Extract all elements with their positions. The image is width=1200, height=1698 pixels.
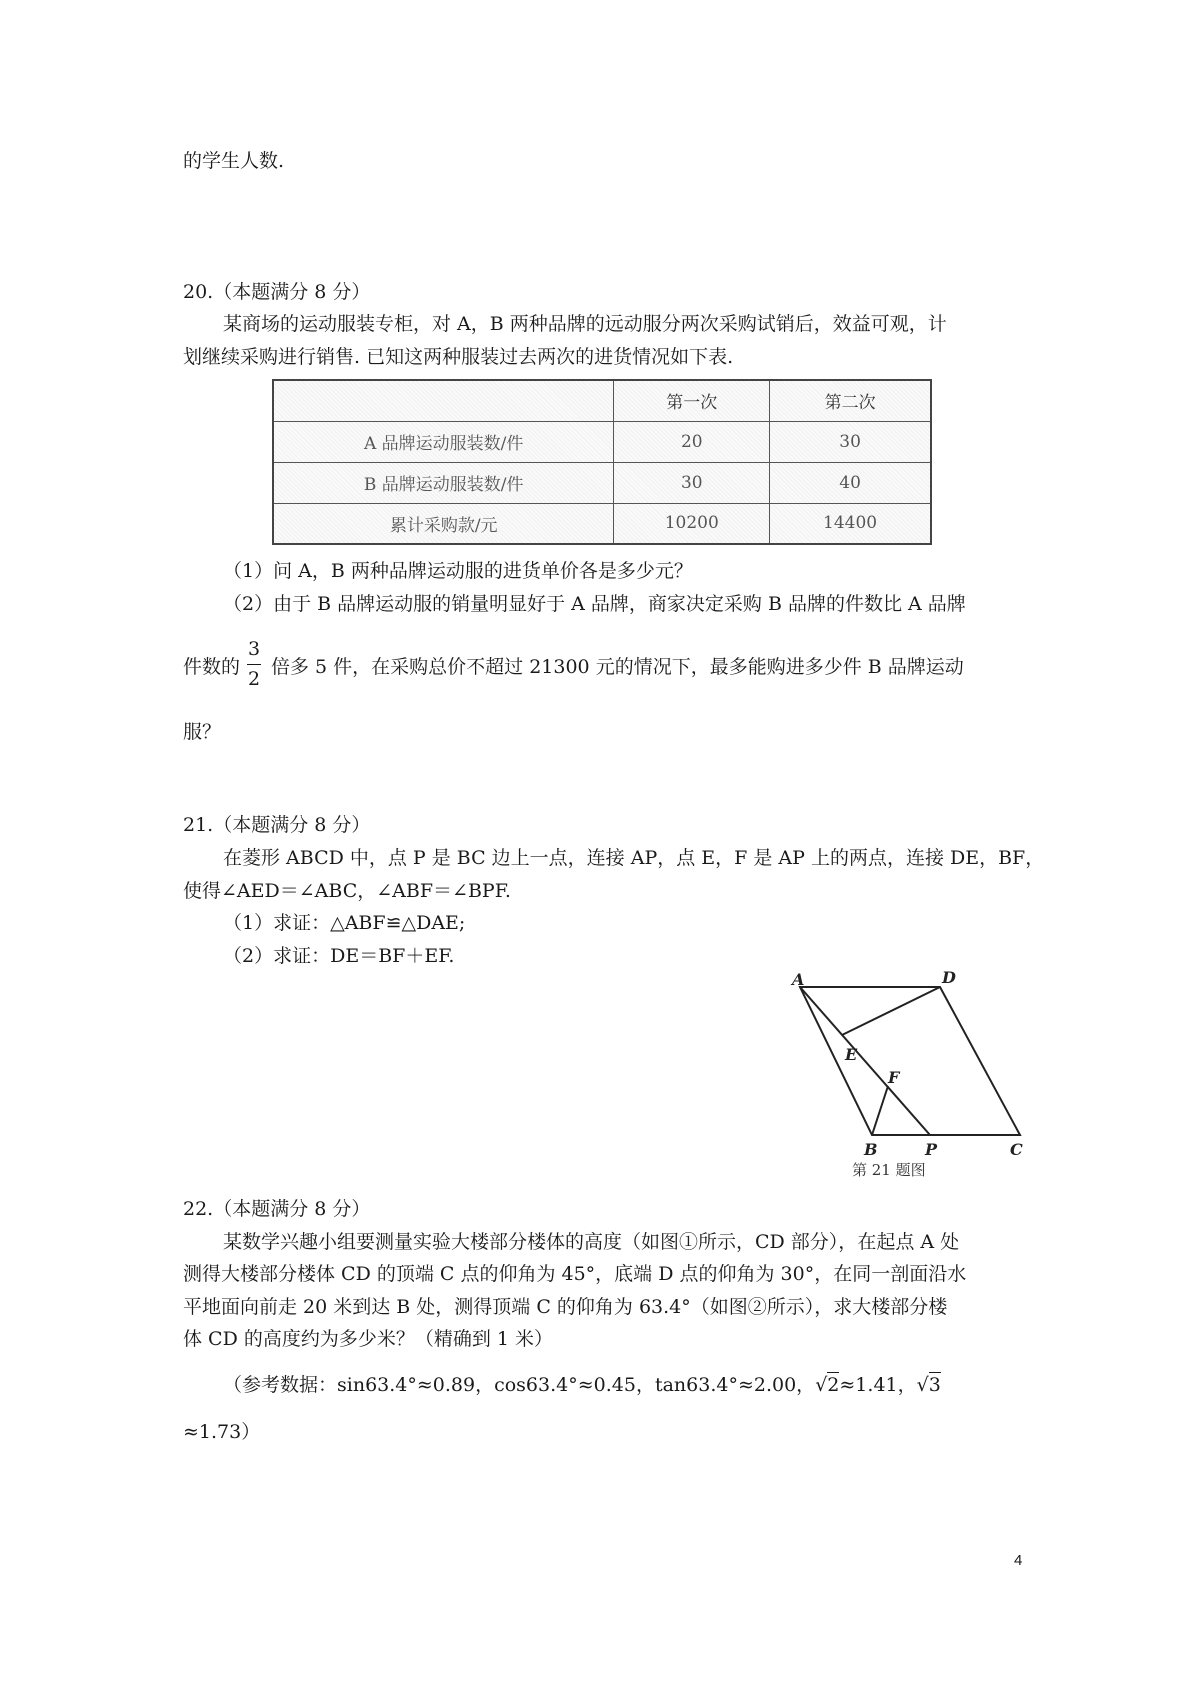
q22-line2: 测得大楼部分楼体 CD 的顶端 C 点的仰角为 45°，底端 D 点的仰角为 30°，在同一剖面沿水 [183,1263,967,1285]
label-p: P [925,1140,938,1159]
fraction-denominator: 2 [247,668,261,690]
q22-line3: 平地面向前走 20 米到达 B 处，测得顶端 C 的仰角为 63.4°（如图②所示），求大楼部分楼 [183,1296,948,1318]
rhombus-lines [800,987,1020,1135]
fraction-three-halves [247,640,261,689]
q22-reference-end: ≈1.73） [183,1421,261,1443]
q20-part2-line2-post: 倍多 5 件，在采购总价不超过 21300 元的情况下，最多能购进多少件 B 品牌运动 [271,656,964,678]
segment-ap [800,987,930,1135]
q22-line4: 体 CD 的高度约为多少米？（精确到 1 米） [183,1328,554,1350]
q21-stem-line1: 在菱形 ABCD 中，点 P 是 BC 边上一点，连接 AP，点 E，F 是 AP 上的两点，连接 DE，BF， [223,847,1045,869]
sqrt-three-radicand: 3 [928,1374,941,1396]
reference-prefix: （参考数据：sin63.4°≈0.89，cos63.4°≈0.45，tan63.4°≈2.00， [223,1374,816,1396]
q21-part2: （2）求证：DE＝BF＋EF. [223,945,455,967]
sqrt-sign: √ [916,1374,929,1396]
table-row [273,503,931,544]
row-label: 累计采购款/元 [273,503,614,544]
label-d: D [942,968,956,987]
row-label: A 品牌运动服装数/件 [273,421,614,462]
q20-header: 20.（本题满分 8 分） [183,281,371,303]
rhombus-figure [780,965,1040,1180]
label-b: B [864,1140,878,1159]
table-row [273,462,931,503]
reference-mid: ≈1.41， [839,1374,917,1396]
previous-question-tail: 的学生人数. [183,150,285,172]
cell-second: 40 [770,462,931,503]
sqrt-two-radicand: 2 [827,1374,840,1396]
segment-bf [872,1086,888,1135]
label-c: C [1010,1140,1023,1159]
purchase-table [272,379,932,545]
row-label: B 品牌运动服装数/件 [273,462,614,503]
q21-part1: （1）求证：△ABF≌△DAE; [223,912,466,934]
cell-first: 20 [614,421,770,462]
q20-stem-line2: 划继续采购进行销售. 已知这两种服装过去两次的进货情况如下表. [183,346,734,368]
sqrt-sign: √ [815,1374,828,1396]
col-header-first: 第一次 [614,380,770,421]
col-header-second: 第二次 [770,380,931,421]
q20-part1: （1）问 A，B 两种品牌运动服的进货单价各是多少元？ [223,560,693,582]
label-f: F [888,1068,900,1087]
q22-line1: 某数学兴趣小组要测量实验大楼部分楼体的高度（如图①所示，CD 部分），在起点 A 处 [223,1231,960,1253]
q21-stem-line2: 使得∠AED＝∠ABC，∠ABF＝∠BPF. [183,880,511,902]
cell-first: 10200 [614,503,770,544]
label-a: A [792,970,805,989]
label-e: E [845,1045,858,1064]
q20-part2-line2-pre: 件数的 [183,656,241,678]
q21-header: 21.（本题满分 8 分） [183,814,371,836]
cell-second: 30 [770,421,931,462]
table-header-row [273,380,931,421]
q20-stem-line1: 某商场的运动服装专柜，对 A，B 两种品牌的远动服分两次采购试销后，效益可观，计 [223,313,947,335]
segment-de [842,987,940,1035]
q20-part2-line1: （2）由于 B 品牌运动服的销量明显好于 A 品牌，商家决定采购 B 品牌的件数比 A 品牌 [223,593,966,615]
cell-second: 14400 [770,503,931,544]
page-number: 4 [1014,1552,1023,1569]
q22-header: 22.（本题满分 8 分） [183,1198,371,1220]
figure-caption: 第 21 题图 [852,1161,926,1179]
q22-reference-data [223,1376,941,1395]
table-row [273,421,931,462]
table-corner-cell [273,380,614,421]
q20-part2-line3: 服？ [183,721,222,743]
fraction-numerator: 3 [247,638,261,660]
fraction-bar [247,664,261,665]
cell-first: 30 [614,462,770,503]
